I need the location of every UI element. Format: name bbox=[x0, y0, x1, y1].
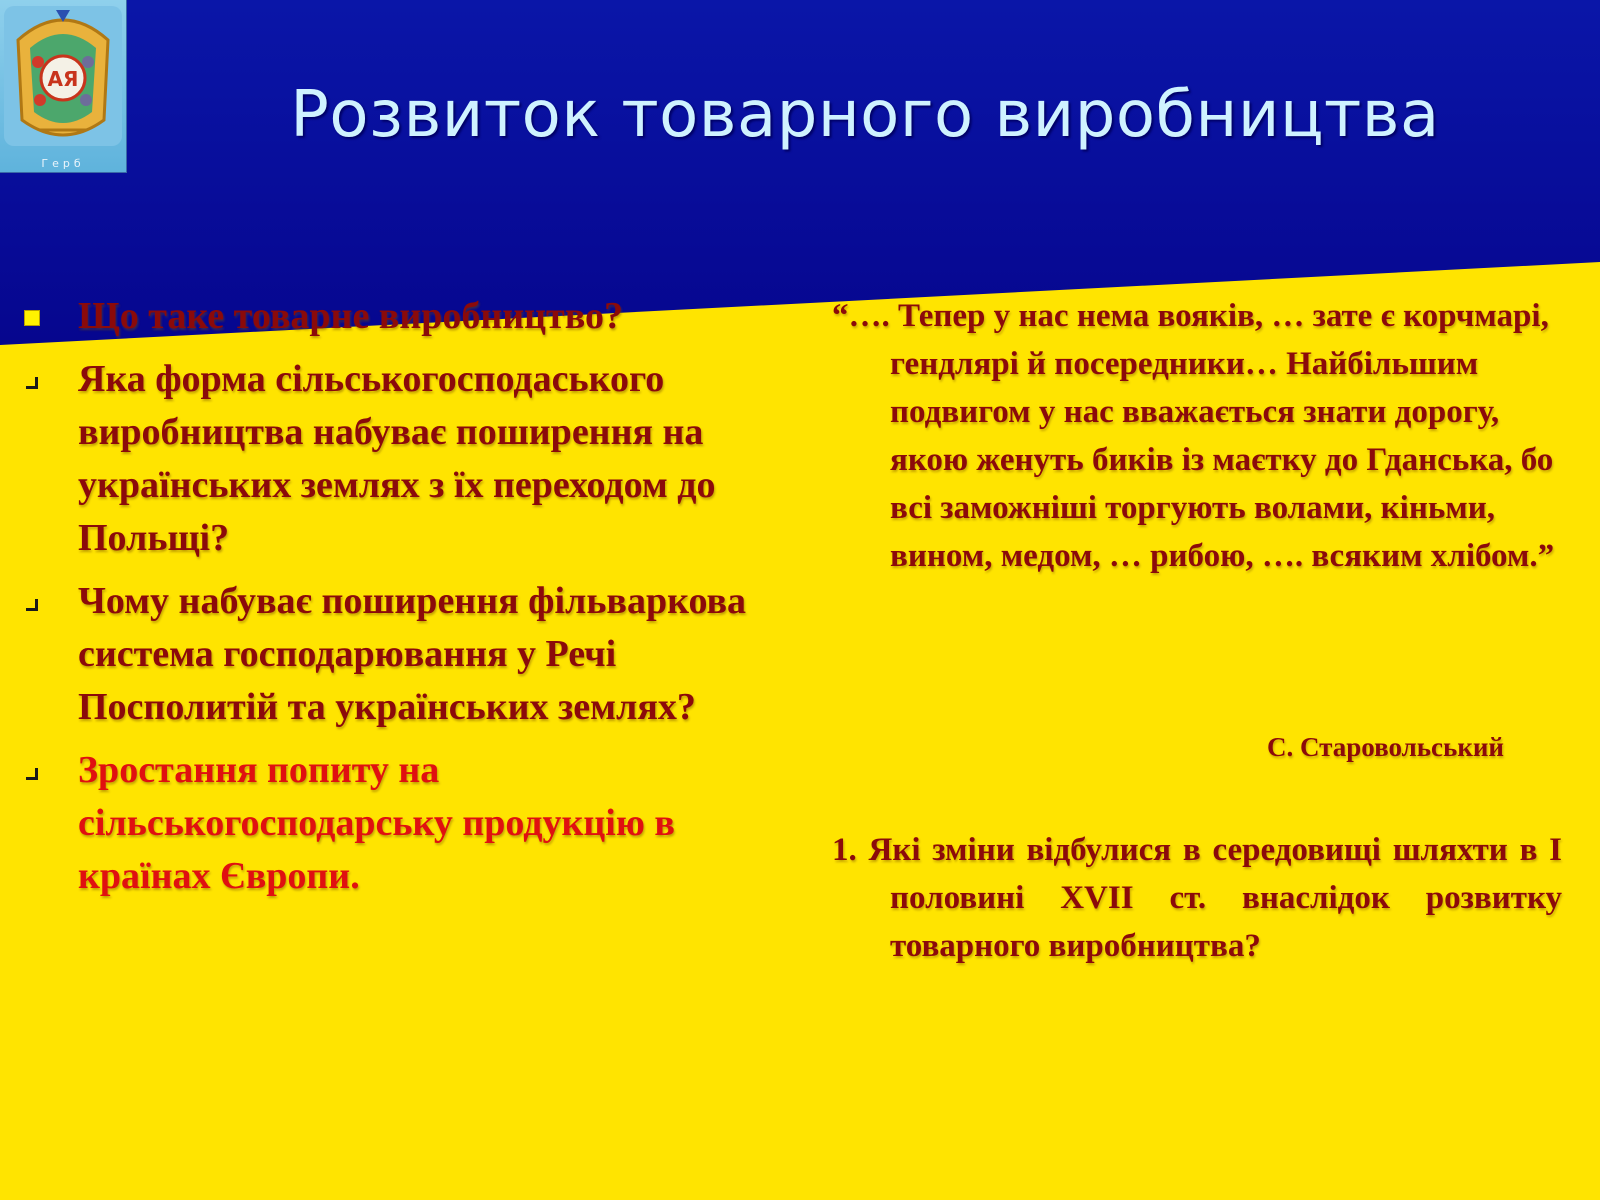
discussion-question: 1. Які зміни відбулися в середовищі шляхти в І половині XVII ст. внаслідок розвитку товарного виробництва? bbox=[832, 832, 1562, 964]
list-item-text: Яка форма сільськогосподаського виробництва набуває поширення на українських землях з їх переходом до Польщі? bbox=[78, 358, 716, 559]
question-list bbox=[16, 290, 766, 913]
list-item-text: Чому набуває поширення фільваркова система господарювання у Речі Посполитій та українських землях? bbox=[78, 580, 747, 728]
square-bullet-icon bbox=[24, 310, 40, 326]
list-item bbox=[16, 744, 766, 903]
list-item-text: Зростання попиту на сільськогосподарську продукцію в країнах Європи. bbox=[78, 749, 675, 897]
quote-author: С. Старовольський bbox=[1267, 732, 1504, 762]
corner-bullet-icon bbox=[26, 768, 38, 780]
corner-bullet-icon bbox=[26, 377, 38, 389]
logo-caption: Герб bbox=[41, 157, 85, 170]
list-item-text: Що таке товарне виробництво? bbox=[78, 295, 623, 337]
historical-quote: “…. Тепер у нас нема вояків, … зате є корчмарі, гендлярі й посередники… Найбільшим подвигом у нас вважається знати дорогу, якою женуть биків із маєтку до Гданська, бо всі заможніші торгують волами, кіньми, вином, медом, … рибою, …. всяким хлібом.” bbox=[832, 298, 1555, 574]
list-item bbox=[16, 290, 766, 343]
slide-title: Розвиток товарного виробництва bbox=[290, 78, 1440, 152]
coat-of-arms-logo bbox=[0, 0, 127, 173]
svg-text:АЯ: АЯ bbox=[47, 67, 79, 91]
corner-bullet-icon bbox=[26, 599, 38, 611]
list-item bbox=[16, 575, 766, 734]
list-item bbox=[16, 353, 766, 565]
